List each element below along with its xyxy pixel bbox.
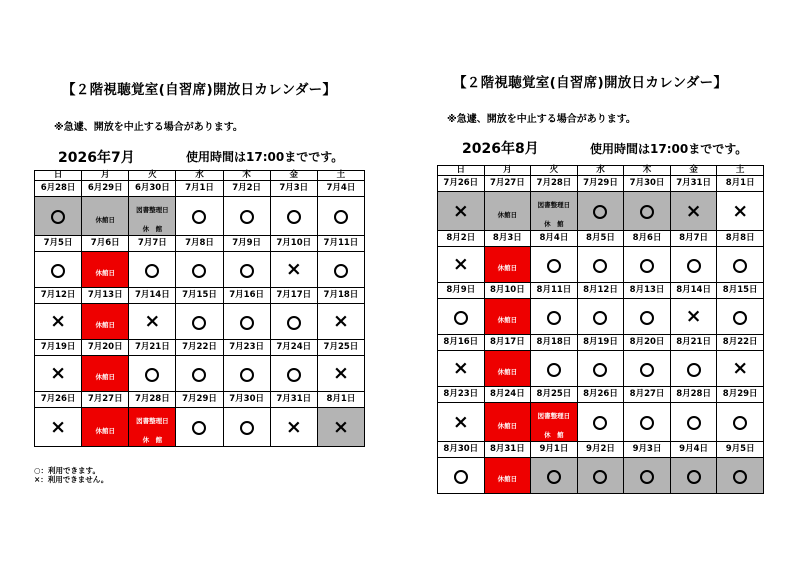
available-circle-icon — [192, 421, 206, 435]
date-cell: 7月13日 — [82, 288, 129, 304]
date-cell: 8月21日 — [670, 335, 717, 351]
status-cell — [82, 356, 129, 392]
unavailable-cross-icon: × — [285, 415, 302, 438]
date-row — [438, 283, 764, 299]
unavailable-cross-icon: × — [285, 258, 302, 280]
available-circle-icon — [547, 363, 561, 377]
date-cell: 7月5日 — [35, 236, 82, 252]
available-circle-icon — [240, 316, 254, 330]
status-cell — [531, 247, 578, 283]
status-cell — [82, 408, 129, 447]
status-cell — [129, 252, 176, 288]
status-cell — [270, 408, 317, 447]
date-cell: 8月31日 — [484, 442, 531, 458]
date-cell: 8月11日 — [531, 283, 578, 299]
status-cell — [223, 356, 270, 392]
status-cell — [717, 192, 764, 231]
status-cell — [624, 403, 671, 442]
date-cell: 7月3日 — [270, 181, 317, 197]
status-row — [35, 197, 365, 236]
status-cell — [670, 299, 717, 335]
status-cell — [531, 403, 578, 442]
status-cell — [35, 356, 82, 392]
status-cell — [35, 197, 82, 236]
available-circle-icon — [593, 416, 607, 430]
unavailable-cross-icon: × — [452, 253, 469, 275]
status-cell — [438, 458, 485, 494]
status-cell — [317, 408, 364, 447]
date-cell: 7月24日 — [270, 340, 317, 356]
date-cell: 7月8日 — [176, 236, 223, 252]
date-cell: 8月29日 — [717, 387, 764, 403]
status-cell — [670, 351, 717, 387]
weekday-header: 日 — [438, 166, 485, 176]
unavailable-cross-icon: × — [732, 199, 749, 222]
legend-unavailable: ×：利用できません。 — [34, 475, 109, 484]
closed-label: 休館日 — [497, 210, 518, 219]
status-row — [438, 458, 764, 494]
date-cell: 7月26日 — [438, 176, 485, 192]
available-circle-icon — [640, 205, 654, 219]
date-cell: 9月1日 — [531, 442, 578, 458]
date-row — [438, 442, 764, 458]
closed-label: 図書整理日 休 館 — [537, 412, 571, 439]
unavailable-cross-icon: × — [452, 357, 469, 379]
status-cell — [484, 299, 531, 335]
august-title: 【２階視聴覚室(自習席)開放日カレンダー】 — [453, 75, 728, 91]
date-cell: 8月10日 — [484, 283, 531, 299]
date-cell: 8月23日 — [438, 387, 485, 403]
unavailable-cross-icon: × — [50, 362, 67, 384]
status-cell — [223, 304, 270, 340]
date-cell: 7月9日 — [223, 236, 270, 252]
weekday-header: 水 — [577, 166, 624, 176]
date-cell: 8月20日 — [624, 335, 671, 351]
july-month-label: 2026年7月 — [58, 150, 135, 166]
weekday-header: 水 — [176, 171, 223, 181]
date-cell: 8月8日 — [717, 231, 764, 247]
available-circle-icon — [640, 470, 654, 484]
available-circle-icon — [240, 368, 254, 382]
date-cell: 7月21日 — [129, 340, 176, 356]
status-cell — [717, 458, 764, 494]
status-cell — [129, 304, 176, 340]
status-cell — [270, 197, 317, 236]
july-hours: 使用時間は17:00までです。 — [186, 150, 344, 164]
weekday-header-row — [35, 171, 365, 181]
status-cell — [624, 192, 671, 231]
status-cell — [129, 197, 176, 236]
status-row — [438, 351, 764, 387]
date-cell: 8月15日 — [717, 283, 764, 299]
july-legend — [34, 466, 108, 484]
closed-label: 休館日 — [95, 426, 115, 435]
status-cell — [531, 299, 578, 335]
date-row — [438, 231, 764, 247]
date-cell: 8月19日 — [577, 335, 624, 351]
july-notice: ※急遽、開放を中止する場合があります。 — [54, 122, 243, 133]
date-cell: 7月27日 — [484, 176, 531, 192]
status-cell — [270, 356, 317, 392]
august-calendar-table — [437, 165, 764, 494]
date-row — [438, 176, 764, 192]
weekday-header: 木 — [223, 171, 270, 181]
date-cell: 7月29日 — [176, 392, 223, 408]
status-cell — [577, 403, 624, 442]
status-cell — [484, 458, 531, 494]
closed-label: 休館日 — [95, 321, 115, 329]
date-cell: 8月28日 — [670, 387, 717, 403]
date-cell: 7月16日 — [223, 288, 270, 304]
status-cell — [270, 252, 317, 288]
date-cell: 7月15日 — [176, 288, 223, 304]
status-cell — [82, 304, 129, 340]
available-circle-icon — [287, 210, 301, 224]
available-circle-icon — [454, 470, 468, 484]
available-circle-icon — [454, 311, 468, 325]
date-row — [35, 181, 365, 197]
date-cell: 8月2日 — [438, 231, 485, 247]
date-row — [35, 288, 365, 304]
weekday-header: 土 — [717, 166, 764, 176]
available-circle-icon — [192, 316, 206, 330]
status-cell — [438, 403, 485, 442]
date-cell: 7月30日 — [223, 392, 270, 408]
status-cell — [577, 351, 624, 387]
status-row — [438, 299, 764, 335]
july-calendar-table — [34, 170, 365, 447]
available-circle-icon — [240, 421, 254, 435]
available-circle-icon — [334, 264, 348, 278]
status-row — [35, 408, 365, 447]
unavailable-cross-icon: × — [452, 410, 469, 433]
date-cell: 9月2日 — [577, 442, 624, 458]
closed-label: 休館日 — [95, 269, 115, 277]
available-circle-icon — [287, 316, 301, 330]
date-cell: 7月20日 — [82, 340, 129, 356]
available-circle-icon — [192, 264, 206, 278]
weekday-header: 日 — [35, 171, 82, 181]
closed-label: 休館日 — [497, 421, 518, 430]
date-cell: 7月7日 — [129, 236, 176, 252]
available-circle-icon — [593, 363, 607, 377]
august-hours: 使用時間は17:00までです。 — [590, 142, 748, 156]
unavailable-cross-icon: × — [685, 305, 702, 327]
status-cell — [317, 252, 364, 288]
weekday-header: 木 — [624, 166, 671, 176]
status-cell — [317, 356, 364, 392]
weekday-header: 火 — [129, 171, 176, 181]
status-cell — [176, 252, 223, 288]
date-cell: 7月10日 — [270, 236, 317, 252]
status-cell — [438, 247, 485, 283]
weekday-header: 火 — [531, 166, 578, 176]
date-cell: 8月4日 — [531, 231, 578, 247]
date-cell: 8月26日 — [577, 387, 624, 403]
closed-label: 図書整理日 休 館 — [136, 417, 169, 444]
available-circle-icon — [240, 264, 254, 278]
available-circle-icon — [51, 210, 65, 224]
date-cell: 8月7日 — [670, 231, 717, 247]
date-cell: 9月5日 — [717, 442, 764, 458]
weekday-header: 金 — [670, 166, 717, 176]
status-cell — [670, 403, 717, 442]
status-cell — [438, 351, 485, 387]
available-circle-icon — [192, 210, 206, 224]
status-cell — [223, 197, 270, 236]
date-cell: 8月13日 — [624, 283, 671, 299]
date-cell: 7月19日 — [35, 340, 82, 356]
status-cell — [624, 247, 671, 283]
available-circle-icon — [593, 259, 607, 273]
date-cell: 7月31日 — [670, 176, 717, 192]
unavailable-cross-icon: × — [50, 415, 67, 438]
available-circle-icon — [593, 205, 607, 219]
status-cell — [624, 458, 671, 494]
status-cell — [82, 252, 129, 288]
date-cell: 7月11日 — [317, 236, 364, 252]
status-cell — [717, 351, 764, 387]
status-row — [35, 252, 365, 288]
closed-label: 休館日 — [95, 215, 115, 224]
available-circle-icon — [145, 368, 159, 382]
status-cell — [129, 408, 176, 447]
date-cell: 7月2日 — [223, 181, 270, 197]
date-cell: 7月17日 — [270, 288, 317, 304]
available-circle-icon — [733, 416, 747, 430]
available-circle-icon — [287, 368, 301, 382]
date-cell: 6月30日 — [129, 181, 176, 197]
unavailable-cross-icon: × — [732, 357, 749, 379]
date-row — [35, 392, 365, 408]
unavailable-cross-icon: × — [50, 310, 67, 332]
status-cell — [129, 356, 176, 392]
date-cell: 8月1日 — [717, 176, 764, 192]
date-cell: 7月30日 — [624, 176, 671, 192]
date-cell: 8月12日 — [577, 283, 624, 299]
available-circle-icon — [547, 259, 561, 273]
status-cell — [317, 197, 364, 236]
weekday-header: 月 — [82, 171, 129, 181]
available-circle-icon — [51, 264, 65, 278]
available-circle-icon — [240, 210, 254, 224]
status-cell — [670, 192, 717, 231]
date-cell: 7月28日 — [129, 392, 176, 408]
date-row — [35, 340, 365, 356]
unavailable-cross-icon: × — [685, 199, 702, 222]
closed-label: 休館日 — [95, 373, 115, 381]
date-cell: 8月25日 — [531, 387, 578, 403]
status-cell — [484, 351, 531, 387]
status-cell — [484, 403, 531, 442]
weekday-header: 月 — [484, 166, 531, 176]
available-circle-icon — [640, 311, 654, 325]
weekday-header: 土 — [317, 171, 364, 181]
date-cell: 7月22日 — [176, 340, 223, 356]
status-row — [35, 304, 365, 340]
date-cell: 7月31日 — [270, 392, 317, 408]
status-cell — [717, 247, 764, 283]
date-cell: 7月26日 — [35, 392, 82, 408]
available-circle-icon — [733, 259, 747, 273]
status-cell — [484, 247, 531, 283]
status-cell — [438, 192, 485, 231]
status-cell — [577, 247, 624, 283]
date-cell: 7月27日 — [82, 392, 129, 408]
available-circle-icon — [687, 416, 701, 430]
date-cell: 8月17日 — [484, 335, 531, 351]
date-cell: 7月14日 — [129, 288, 176, 304]
status-cell — [624, 299, 671, 335]
status-row — [35, 356, 365, 392]
available-circle-icon — [334, 210, 348, 224]
status-cell — [176, 356, 223, 392]
available-circle-icon — [733, 470, 747, 484]
weekday-header-row — [438, 166, 764, 176]
status-cell — [176, 197, 223, 236]
closed-label: 休館日 — [497, 264, 518, 272]
date-cell: 7月29日 — [577, 176, 624, 192]
unavailable-cross-icon: × — [144, 310, 161, 332]
status-cell — [35, 252, 82, 288]
status-cell — [176, 304, 223, 340]
date-cell: 9月3日 — [624, 442, 671, 458]
available-circle-icon — [687, 259, 701, 273]
available-circle-icon — [640, 259, 654, 273]
available-circle-icon — [640, 363, 654, 377]
date-cell: 8月14日 — [670, 283, 717, 299]
status-cell — [82, 197, 129, 236]
date-cell: 8月5日 — [577, 231, 624, 247]
status-row — [438, 192, 764, 231]
status-row — [438, 247, 764, 283]
available-circle-icon — [145, 264, 159, 278]
status-cell — [531, 192, 578, 231]
available-circle-icon — [547, 470, 561, 484]
status-cell — [223, 408, 270, 447]
date-cell: 8月24日 — [484, 387, 531, 403]
date-cell: 8月16日 — [438, 335, 485, 351]
closed-label: 休館日 — [497, 368, 518, 376]
august-month-label: 2026年8月 — [462, 141, 539, 157]
unavailable-cross-icon: × — [332, 415, 349, 438]
date-cell: 7月23日 — [223, 340, 270, 356]
available-circle-icon — [593, 470, 607, 484]
date-cell: 8月3日 — [484, 231, 531, 247]
date-cell: 7月4日 — [317, 181, 364, 197]
date-cell: 7月28日 — [531, 176, 578, 192]
available-circle-icon — [687, 363, 701, 377]
status-cell — [531, 351, 578, 387]
available-circle-icon — [593, 311, 607, 325]
status-cell — [670, 458, 717, 494]
closed-label: 図書整理日 休 館 — [136, 206, 169, 233]
july-title: 【２階視聴覚室(自習席)開放日カレンダー】 — [62, 82, 337, 98]
available-circle-icon — [547, 311, 561, 325]
unavailable-cross-icon: × — [332, 362, 349, 384]
august-notice: ※急遽、開放を中止する場合があります。 — [447, 114, 636, 125]
status-cell — [717, 299, 764, 335]
unavailable-cross-icon: × — [332, 310, 349, 332]
status-cell — [624, 351, 671, 387]
closed-label: 休館日 — [497, 475, 518, 483]
date-cell: 8月30日 — [438, 442, 485, 458]
status-cell — [484, 192, 531, 231]
status-cell — [531, 458, 578, 494]
date-cell: 8月6日 — [624, 231, 671, 247]
date-cell: 8月9日 — [438, 283, 485, 299]
status-cell — [577, 192, 624, 231]
date-cell: 8月1日 — [317, 392, 364, 408]
status-cell — [438, 299, 485, 335]
available-circle-icon — [687, 470, 701, 484]
date-cell: 8月18日 — [531, 335, 578, 351]
status-cell — [577, 299, 624, 335]
date-cell: 9月4日 — [670, 442, 717, 458]
date-row — [438, 387, 764, 403]
date-row — [35, 236, 365, 252]
status-cell — [577, 458, 624, 494]
status-cell — [317, 304, 364, 340]
date-cell: 7月12日 — [35, 288, 82, 304]
status-cell — [670, 247, 717, 283]
date-cell: 7月6日 — [82, 236, 129, 252]
date-cell: 6月28日 — [35, 181, 82, 197]
status-row — [438, 403, 764, 442]
date-row — [438, 335, 764, 351]
date-cell: 6月29日 — [82, 181, 129, 197]
legend-open: ○：利用できます。 — [34, 466, 100, 475]
status-cell — [35, 304, 82, 340]
available-circle-icon — [640, 416, 654, 430]
closed-label: 図書整理日 休 館 — [537, 201, 571, 228]
status-cell — [176, 408, 223, 447]
status-cell — [717, 403, 764, 442]
date-cell: 7月1日 — [176, 181, 223, 197]
date-cell: 7月18日 — [317, 288, 364, 304]
status-cell — [223, 252, 270, 288]
date-cell: 8月27日 — [624, 387, 671, 403]
unavailable-cross-icon: × — [452, 199, 469, 222]
status-cell — [270, 304, 317, 340]
date-cell: 7月25日 — [317, 340, 364, 356]
weekday-header: 金 — [270, 171, 317, 181]
available-circle-icon — [192, 368, 206, 382]
date-cell: 8月22日 — [717, 335, 764, 351]
status-cell — [35, 408, 82, 447]
available-circle-icon — [733, 311, 747, 325]
closed-label: 休館日 — [497, 316, 518, 324]
